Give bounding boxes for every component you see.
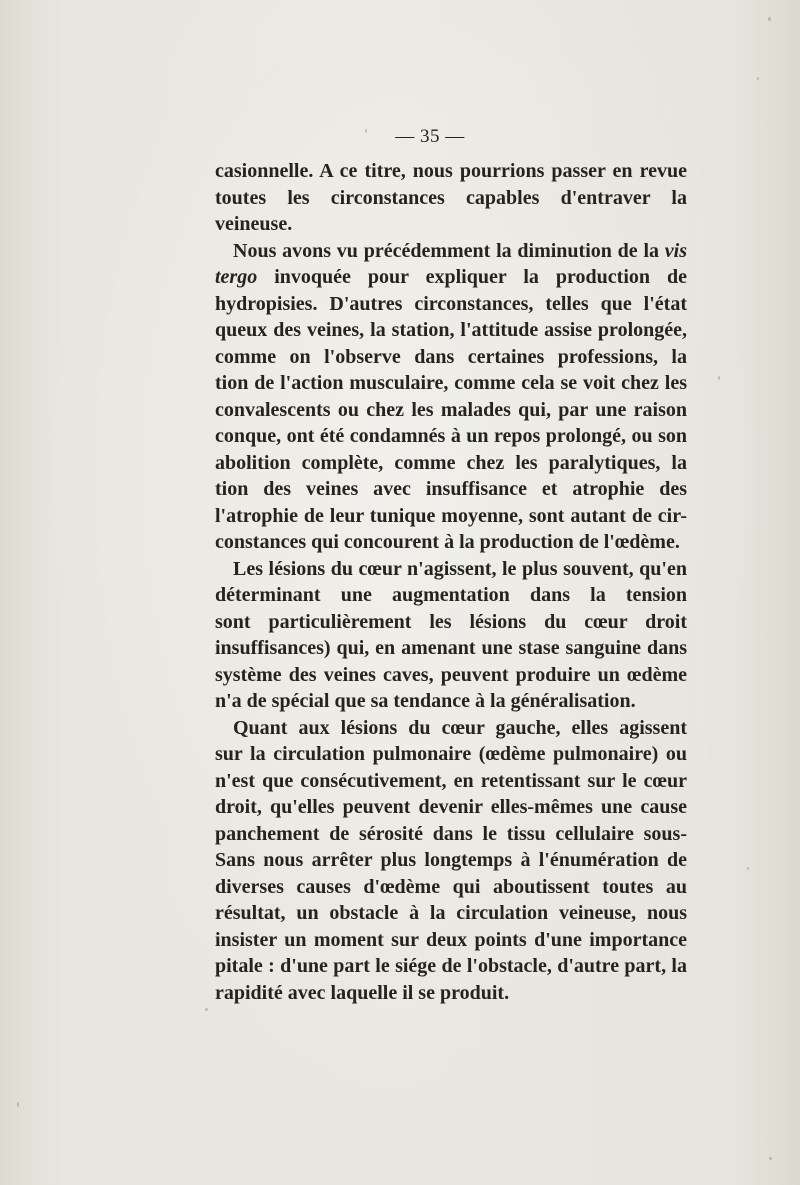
paragraph-start-line: Les lésions du cœur n'agissent, le plus souvent, qu'en bbox=[233, 557, 687, 580]
text-line: déterminant une augmentation dans la tension bbox=[215, 584, 687, 606]
text-line: hydropisies. D'autres circonstances, telles que l'état bbox=[215, 292, 687, 315]
paper-speck bbox=[718, 376, 720, 380]
text-line: diverses causes d'œdème qui aboutissent toutes au bbox=[215, 875, 687, 898]
text-line: rapidité avec laquelle il se produit. bbox=[215, 981, 510, 1004]
text-line: insister un moment sur deux points d'une importance bbox=[215, 928, 687, 951]
paper-speck bbox=[205, 1008, 208, 1011]
text-line: droit, qu'elles peuvent devenir elles-mêmes une cause bbox=[215, 796, 687, 818]
paragraph-start-line bbox=[215, 238, 687, 265]
text-line: Sans nous arrêter plus longtemps à l'énumération de bbox=[215, 849, 687, 871]
text-line: comme on l'observe dans certaines professions, la bbox=[215, 345, 687, 368]
latin-term-fragment: vis bbox=[664, 239, 687, 262]
text-line: abolition complète, comme chez les paralytiques, la bbox=[215, 451, 687, 474]
paper-speck bbox=[747, 867, 749, 870]
text-line: tion des veines avec insuffisance et atrophie des bbox=[215, 478, 687, 500]
paragraph-start-line: Quant aux lésions du cœur gauche, elles agissent bbox=[233, 716, 687, 739]
paper-speck bbox=[769, 1157, 772, 1160]
text-fragment: Nous avons vu précédemment la diminution de la bbox=[233, 239, 665, 262]
text-line: tion de l'action musculaire, comme cela se voit chez les bbox=[215, 372, 687, 394]
text-line: queux des veines, la station, l'attitude assise prolongée, bbox=[215, 319, 687, 341]
text-line: système des veines caves, peuvent produire un œdème bbox=[215, 663, 687, 686]
page-number: — 35 — bbox=[395, 126, 465, 147]
paper-speck bbox=[757, 77, 759, 80]
text-line: convalescents ou chez les malades qui, par une raison bbox=[215, 398, 687, 421]
text-line: résultat, un obstacle à la circulation veineuse, nous bbox=[215, 902, 687, 924]
text-line: veineuse. bbox=[215, 213, 293, 235]
text-line: sur la circulation pulmonaire (œdème pulmonaire) ou bbox=[215, 743, 687, 765]
text-line: toutes les circonstances capables d'entraver la bbox=[215, 186, 687, 209]
paper-speck bbox=[17, 1102, 19, 1107]
text-line: panchement de sérosité dans le tissu cellulaire sous- bbox=[215, 822, 687, 845]
text-line: constances qui concourent à la production de l'œdème. bbox=[215, 531, 680, 553]
latin-term-fragment: tergo bbox=[215, 266, 258, 288]
text-line: n'a de spécial que sa tendance à la généralisation. bbox=[215, 690, 636, 712]
text-line: l'atrophie de leur tunique moyenne, sont autant de cir- bbox=[215, 504, 687, 527]
paper-speck bbox=[365, 129, 367, 133]
text-line: n'est que consécutivement, en retentissant sur le cœur bbox=[215, 769, 687, 792]
text-line: pitale : d'une part le siége de l'obstacle, d'autre part, la bbox=[215, 955, 687, 977]
text-line bbox=[215, 264, 687, 291]
text-line: sont particulièrement les lésions du cœur droit bbox=[215, 610, 687, 633]
paper-speck bbox=[768, 17, 771, 21]
text-line: insuffisances) qui, en amenant une stase sanguine dans bbox=[215, 637, 687, 659]
body-text bbox=[215, 158, 687, 1006]
text-fragment: invoquée pour expliquer la production de bbox=[274, 266, 687, 288]
text-line: conque, ont été condamnés à un repos prolongé, ou son bbox=[215, 425, 687, 447]
text-line: casionnelle. A ce titre, nous pourrions passer en revue bbox=[215, 160, 687, 182]
